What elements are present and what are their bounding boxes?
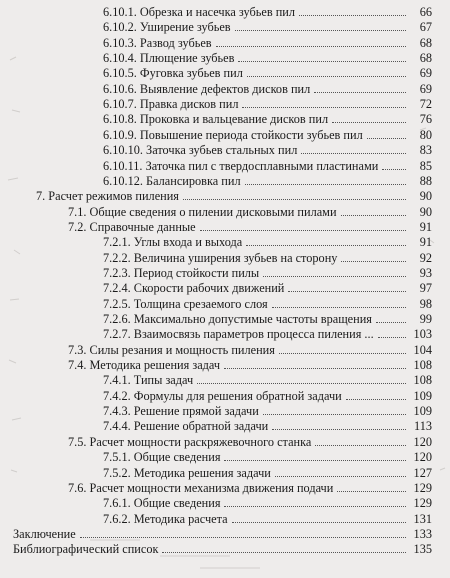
- toc-entry-page: 92: [419, 250, 432, 265]
- dot-leader: [332, 122, 406, 123]
- toc-entry-page: 83: [419, 143, 432, 158]
- toc-entry: [0, 480, 450, 496]
- dot-leader: [341, 215, 406, 216]
- toc-entry-title: 7.2.6. Максимально допустимые частоты вращения: [103, 312, 372, 326]
- toc-entry: [0, 173, 450, 189]
- toc-entry-page: 120: [413, 434, 432, 449]
- dot-leader: [272, 307, 406, 308]
- toc-entry: [0, 234, 450, 250]
- toc-entry: [0, 265, 450, 281]
- toc-entry-page: 91: [419, 219, 432, 234]
- toc-entry: [0, 188, 450, 204]
- toc-entry-title: 6.10.7. Правка дисков пил: [103, 97, 239, 112]
- toc-entry-page: 66: [419, 5, 432, 19]
- toc-entry: [0, 342, 450, 358]
- toc-entry-title: 7.3. Силы резания и мощность пиления: [68, 342, 275, 357]
- toc-entry-title: 7.6.1. Общие сведения: [103, 496, 221, 511]
- dot-leader: [216, 46, 406, 47]
- toc-entry-page: 104: [413, 342, 432, 357]
- toc-entry-page: 108: [413, 358, 432, 373]
- toc-entry-page: 68: [419, 35, 432, 50]
- toc-entry: [0, 81, 450, 97]
- toc-entry: [0, 204, 450, 220]
- toc-entry: [0, 4, 450, 20]
- dot-leader: [224, 368, 406, 369]
- toc-entry: [0, 465, 450, 481]
- dot-leader: [162, 552, 406, 553]
- toc-entry: [0, 372, 450, 388]
- toc-entry: [0, 449, 450, 465]
- toc-entry-page: 80: [419, 127, 432, 142]
- toc-entry-page: 85: [419, 158, 432, 173]
- dot-leader: [183, 199, 406, 200]
- dot-leader: [279, 353, 406, 354]
- toc-entry: [0, 50, 450, 66]
- dot-leader: [263, 276, 406, 277]
- dot-leader: [238, 61, 406, 62]
- dot-leader: [232, 522, 406, 523]
- toc-entry-page: 90: [419, 204, 432, 219]
- toc-entry-page: 135: [413, 542, 432, 557]
- toc-entry: [0, 526, 450, 542]
- dot-leader: [288, 291, 406, 292]
- toc-entry: [0, 127, 450, 143]
- toc-entry-title: 7.5. Расчет мощности раскряжевочного станка: [68, 434, 312, 449]
- dot-leader: [315, 445, 406, 446]
- toc-entry-title: 7.5.2. Методика решения задачи: [103, 465, 271, 480]
- dot-leader: [224, 506, 406, 507]
- toc-entry-page: 129: [413, 480, 432, 495]
- toc-entry: [0, 219, 450, 235]
- toc-entry: [0, 495, 450, 511]
- toc-entry: [0, 418, 450, 434]
- toc-entry-title: 7.6.2. Методика расчета: [103, 511, 228, 526]
- toc-entry-title: 6.10.10. Заточка зубьев стальных пил: [103, 143, 298, 158]
- toc-entry: [0, 541, 450, 557]
- dot-leader: [299, 15, 406, 16]
- toc-entry-title: 7.2.4. Скорости рабочих движений: [103, 281, 285, 296]
- toc-entry-title: Заключение: [13, 526, 76, 541]
- toc-entry: [0, 250, 450, 266]
- toc-entry: [0, 96, 450, 112]
- toc-entry: [0, 403, 450, 419]
- dot-leader: [367, 138, 406, 139]
- toc-entry-title: 7.4.2. Формулы для решения обратной задачи: [103, 388, 342, 403]
- toc-entry-title: 7.2.7. Взаимосвязь параметров процесса пиления ...: [103, 327, 374, 342]
- toc-entry-title: 6.10.4. Плющение зубьев: [103, 51, 235, 66]
- toc-entry-title: 6.10.5. Фуговка зубьев пил: [103, 66, 243, 81]
- dot-leader: [272, 429, 406, 430]
- toc-entry-title: 7.2. Справочные данные: [68, 219, 196, 234]
- toc-entry-title: 6.10.2. Уширение зубьев: [103, 20, 231, 35]
- toc-entry: [0, 326, 450, 342]
- toc-entry-title: 7.2.5. Толщина срезаемого слоя: [103, 296, 268, 311]
- toc-entry: [0, 111, 450, 127]
- toc-entry-title: 6.10.9. Повышение периода стойкости зубьев пил: [103, 127, 363, 142]
- toc-entry-page: 76: [419, 112, 432, 127]
- dot-leader: [263, 414, 406, 415]
- toc-entry-title: 7.4.1. Типы задач: [103, 373, 194, 388]
- toc-entry-title: 7.2.3. Период стойкости пилы: [103, 265, 260, 280]
- toc-entry: [0, 158, 450, 174]
- dot-leader: [341, 261, 406, 262]
- dot-leader: [245, 184, 406, 185]
- toc-entry-title: 7.4. Методика решения задач: [68, 358, 221, 373]
- toc-entry: [0, 280, 450, 296]
- toc-entry: [0, 142, 450, 158]
- toc-entry-title: 7.1. Общие сведения о пилении дисковыми пилами: [68, 204, 337, 219]
- toc-entry-title: 6.10.8. Проковка и вальцевание дисков пил: [103, 112, 329, 127]
- toc-entry: [0, 434, 450, 450]
- toc-entry-title: 7. Расчет режимов пиления: [36, 189, 179, 204]
- dot-leader: [242, 107, 406, 108]
- toc-entry-page: 103: [413, 327, 432, 342]
- toc-entry-page: 97: [419, 281, 432, 296]
- toc-entry-title: 6.10.11. Заточка пил с твердосплавными пластинами: [103, 158, 379, 173]
- toc-entry-title: 6.10.6. Выявление дефектов дисков пил: [103, 81, 311, 96]
- toc-entry-page: 133: [413, 526, 432, 541]
- toc-entry-page: 129: [413, 496, 432, 511]
- toc-entry-title: 6.10.3. Развод зубьев: [103, 35, 212, 50]
- dot-leader: [80, 537, 406, 538]
- toc-entry: [0, 19, 450, 35]
- toc-entry-page: 72: [419, 97, 432, 112]
- toc-entry-title: Библиографический список: [13, 542, 159, 557]
- toc-entry-title: 7.4.3. Решение прямой задачи: [103, 404, 259, 419]
- dot-leader: [235, 30, 406, 31]
- toc-entry-title: 7.5.1. Общие сведения: [103, 450, 221, 465]
- dot-leader: [382, 169, 406, 170]
- toc-entry-title: 7.2.2. Величина уширения зубьев на сторону: [103, 250, 338, 265]
- toc-entry-page: 127: [413, 465, 432, 480]
- toc-entry-title: 7.6. Расчет мощности механизма движения подачи: [68, 480, 334, 495]
- toc-entry: [0, 311, 450, 327]
- toc-entry: [0, 511, 450, 527]
- toc-entry-page: 69: [419, 66, 432, 81]
- toc-entry-title: 7.4.4. Решение обратной задачи: [103, 419, 269, 434]
- toc-entry-title: 7.2.1. Углы входа и выхода: [103, 235, 243, 250]
- toc-entry: [0, 35, 450, 51]
- dot-leader: [378, 337, 406, 338]
- dot-leader: [337, 491, 406, 492]
- toc-entry-page: 109: [413, 388, 432, 403]
- toc-entry-page: 67: [419, 20, 432, 35]
- toc-entry-page: 93: [419, 265, 432, 280]
- toc-entry-page: 131: [413, 511, 432, 526]
- toc-entry-page: 68: [419, 51, 432, 66]
- toc-entry-page: 69: [419, 81, 432, 96]
- dot-leader: [376, 322, 406, 323]
- dot-leader: [275, 476, 406, 477]
- dot-leader: [247, 76, 406, 77]
- toc-entry: [0, 388, 450, 404]
- toc-entry-page: 91: [419, 235, 432, 250]
- dot-leader: [314, 92, 406, 93]
- toc-entry-page: 98: [419, 296, 432, 311]
- toc-entry-page: 90: [419, 189, 432, 204]
- dot-leader: [346, 399, 406, 400]
- toc-entry: [0, 296, 450, 312]
- toc-entry-page: 120: [413, 450, 432, 465]
- dot-leader: [224, 460, 406, 461]
- toc-entry-title: 6.10.1. Обрезка и насечка зубьев пил: [103, 5, 296, 19]
- toc-entry-title: 6.10.12. Балансировка пил: [103, 173, 241, 188]
- toc-entry: [0, 65, 450, 81]
- dot-leader: [301, 153, 406, 154]
- dot-leader: [197, 383, 406, 384]
- toc-entry-page: 108: [413, 373, 432, 388]
- dot-leader: [200, 230, 406, 231]
- toc-entry-page: 113: [414, 419, 432, 434]
- toc-entry-page: 88: [419, 173, 432, 188]
- toc-entry: [0, 357, 450, 373]
- toc-entry-page: 109: [413, 404, 432, 419]
- toc-entry-page: 99: [419, 312, 432, 326]
- dot-leader: [246, 245, 406, 246]
